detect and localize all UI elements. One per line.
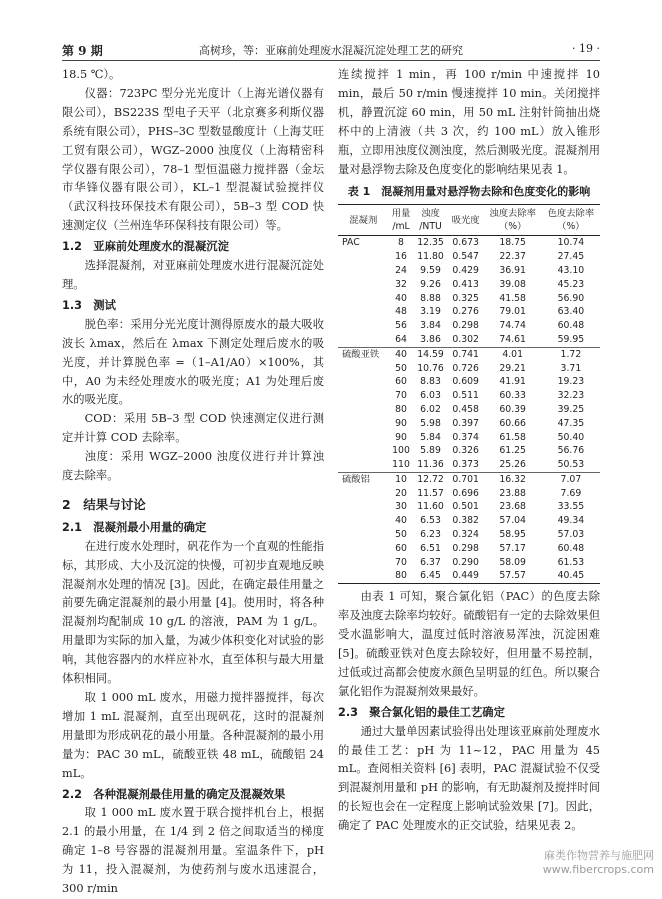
table-cell: 7.69: [560, 487, 582, 499]
table-cell: 20: [395, 487, 407, 499]
table-cell: 32: [395, 278, 407, 290]
table-header-cell: 吸光度: [448, 205, 484, 236]
table-cell: 6.53: [420, 515, 441, 527]
table-row: [338, 444, 600, 458]
table-cell: 0.741: [448, 347, 484, 361]
table-cell: 0.458: [452, 403, 479, 415]
table-cell: 9.26: [420, 278, 441, 290]
table-cell: 110: [392, 459, 410, 471]
table-cell: 80: [389, 569, 414, 583]
table-cell: 0.290: [452, 556, 479, 568]
table-cell: 49.34: [557, 515, 585, 527]
table-cell: 6.02: [420, 403, 441, 415]
table-cell: 41.91: [499, 376, 526, 388]
table-row: [338, 292, 600, 306]
table-cell: 33.55: [557, 501, 585, 513]
table-cell: 61.53: [557, 556, 585, 568]
table-cell: 90: [395, 431, 407, 443]
table-cell: 60.66: [499, 417, 526, 429]
table-cell: 3.71: [560, 362, 582, 374]
table-cell: 90: [395, 417, 407, 429]
table-cell: 70: [395, 556, 407, 568]
table-header-row: [338, 205, 600, 236]
coagulant-cell: [338, 417, 389, 431]
watermark-url: www.fibercrops.com: [542, 863, 654, 876]
table-cell: 60.39: [499, 403, 526, 415]
table-cell: 32.23: [557, 390, 585, 402]
table-cell: 0.696: [452, 487, 479, 499]
table-cell: 70: [395, 390, 407, 402]
page-number: · 19 ·: [572, 42, 600, 55]
table-row: [338, 514, 600, 528]
table-cell: 0.374: [452, 431, 479, 443]
table-header-cell: 用量 /mL: [389, 205, 414, 236]
paragraph: 选择混凝剂，对亚麻前处理废水进行混凝沉淀处理。: [62, 259, 324, 291]
paragraph: 脱色率：采用分光光度计测得原废水的最大吸收波长 λmax，然后在 λmax 下测定处理后废水的吸光度，并计算脱色率 =（1–A1/A0）×100%，其中，A0 为未经处理废水的吸光度；A1 为处理后废水的吸光度。: [62, 317, 324, 407]
table-cell: 10: [389, 472, 414, 486]
header-rule: [62, 60, 600, 61]
table-cell: 10.76: [417, 362, 444, 374]
table-cell: 0.302: [452, 333, 479, 345]
coagulant-cell: [338, 403, 389, 417]
table-cell: 6.45: [413, 569, 447, 583]
table-1-caption: 表 1 混凝剂用量对悬浮物去除和色度变化的影响: [347, 185, 591, 199]
table-cell: 0.324: [452, 529, 479, 541]
section-1-3-heading: 1.3 测试: [62, 298, 116, 312]
table-cell: 60: [395, 542, 407, 554]
coagulant-cell: [338, 278, 389, 292]
table-row: [338, 569, 600, 583]
table-cell: 47.35: [557, 417, 585, 429]
table-row: [338, 542, 600, 556]
table-cell: 36.91: [499, 264, 526, 276]
table-row: [338, 487, 600, 501]
table-cell: 23.88: [499, 487, 526, 499]
table-cell: 74.74: [499, 320, 526, 332]
coagulant-cell: 硫酸铝: [338, 472, 389, 486]
coagulant-cell: [338, 389, 389, 403]
table-cell: 0.673: [452, 237, 479, 249]
table-1: [338, 204, 600, 584]
table-cell: 16: [395, 251, 407, 263]
table-cell: 58.95: [499, 529, 526, 541]
table-cell: 5.84: [420, 431, 441, 443]
table-cell: 11.80: [417, 251, 444, 263]
table-cell: 56.90: [557, 292, 585, 304]
table-cell: 29.21: [499, 362, 526, 374]
table-cell: 6.51: [420, 542, 441, 554]
coagulant-cell: [338, 458, 389, 472]
table-row: [338, 333, 600, 347]
coagulant-cell: [338, 487, 389, 501]
paragraph: 18.5 ℃）。: [62, 68, 121, 81]
section-2-3-heading: 2.3 聚合氯化铝的最佳工艺确定: [338, 705, 505, 719]
coagulant-cell: [338, 292, 389, 306]
running-title: 高树珍，等：亚麻前处理废水混凝沉淀处理工艺的研究: [199, 44, 463, 57]
table-cell: 63.40: [557, 306, 585, 318]
table-cell: 0.382: [452, 515, 479, 527]
table-cell: 22.37: [499, 251, 526, 263]
table-row: [338, 347, 600, 361]
table-row: [338, 472, 600, 486]
table-row: [338, 375, 600, 389]
table-row: [338, 319, 600, 333]
table-cell: 0.413: [452, 278, 479, 290]
paragraph: 连续搅拌 1 min，再 100 r/min 中速搅拌 10 min，最后 50 r/min 慢速搅拌 10 min。关闭搅拌机，静置沉淀 60 min，用 50 mL 注射针筒抽出烧杯中的上清液（共 3 次，约 100 mL）放入锥形瓶，立即用浊度仪测浊度，然后测吸光度。混凝剂用量对悬浮物去除及色度变化的影响结果见表 1。: [338, 68, 600, 176]
coagulant-cell: 硫酸亚铁: [338, 347, 389, 361]
table-cell: 58.09: [499, 556, 526, 568]
page-header: [0, 0, 662, 58]
paragraph: 取 1 000 mL 废水置于联合搅拌机台上，根据 2.1 的最小用量，在 1/4 到 2 倍之间取适当的梯度确定 1–8 号容器的混凝剂用量。室温条件下，pH 为 11，投入混凝剂，为使药剂与废水迅速混合，300 r/min: [62, 806, 324, 896]
table-cell: 64: [395, 333, 407, 345]
paragraph: 取 1 000 mL 废水，用磁力搅拌器搅拌，每次增加 1 mL 混凝剂，直至出现矾花，这时的混凝剂用量即为形成矾花的最小用量。各种混凝剂的最小用量为：PAC 30 mL，硫酸亚铁 48 mL，硫酸铝 24 mL。: [62, 691, 324, 780]
right-column: [338, 66, 600, 836]
table-cell: 6.37: [420, 556, 441, 568]
table-cell: 23.68: [499, 501, 526, 513]
table-cell: 0.325: [452, 292, 479, 304]
table-cell: 61.58: [499, 431, 526, 443]
table-cell: 18.75: [499, 237, 526, 249]
table-cell: 60.48: [557, 542, 585, 554]
table-cell: 56: [395, 320, 407, 332]
table-cell: 0.701: [448, 472, 484, 486]
table-row: [338, 362, 600, 376]
paragraph: 在进行废水处理时，矾花作为一个直观的性能指标，其形成、大小及沉淀的快慢，可初步直观地反映混凝剂水处理的情况 [3]。因此，在确定最佳用量之前要先确定混凝剂的最小用量 [4]。使用时，将各种混凝剂均配制成 10 g/L 的溶液，PAM 为 1 g/L。用量即为实际的加入量，为减少体积变化对试验的影响，其他容器内的水样应补水，直至体积与最大用量体积相同。: [62, 539, 324, 686]
coagulant-cell: [338, 250, 389, 264]
table-cell: 12.35: [417, 237, 444, 249]
table-cell: 48: [395, 306, 407, 318]
table-cell: 100: [392, 445, 410, 457]
table-row: [338, 236, 600, 250]
paragraph: 通过大量单因素试验得出处理该亚麻前处理废水的最佳工艺：pH 为 11~12，PAC 用量为 45 mL。查阅相关资料 [6] 表明，PAC 混凝试验不仅受到混凝剂用量和 pH 的影响，有无助凝剂及搅拌时间的长短也会在一定程度上影响试验效果 [7]。因此，确定了 PAC 处理废水的正交试验，结果见表 2。: [338, 724, 600, 833]
section-2-2-heading: 2.2 各种混凝剂最佳用量的确定及混凝效果: [62, 787, 286, 801]
coagulant-cell: [338, 264, 389, 278]
table-cell: 6.23: [420, 529, 441, 541]
table-cell: 50: [395, 529, 407, 541]
table-cell: 16.32: [484, 472, 542, 486]
table-row: [338, 305, 600, 319]
table-cell: 8: [398, 237, 404, 249]
table-cell: 57.04: [499, 515, 526, 527]
table-row: [338, 528, 600, 542]
coagulant-cell: [338, 305, 389, 319]
coagulant-cell: [338, 431, 389, 445]
table-cell: 40.45: [542, 569, 600, 583]
left-column: [62, 66, 324, 899]
coagulant-cell: [338, 500, 389, 514]
table-cell: 14.59: [413, 347, 447, 361]
table-row: [338, 431, 600, 445]
table-header-cell: 浊度 /NTU: [413, 205, 447, 236]
table-cell: 24: [395, 264, 407, 276]
table-cell: 0.326: [452, 445, 479, 457]
table-cell: 0.298: [452, 320, 479, 332]
table-cell: 57.57: [484, 569, 542, 583]
coagulant-cell: [338, 319, 389, 333]
coagulant-cell: [338, 333, 389, 347]
table-cell: 3.84: [420, 320, 441, 332]
table-row: [338, 250, 600, 264]
table-cell: 50: [395, 362, 407, 374]
table-row: [338, 389, 600, 403]
table-cell: 25.26: [499, 459, 526, 471]
table-cell: 9.59: [420, 264, 441, 276]
table-cell: 41.58: [499, 292, 526, 304]
table-cell: 40: [389, 347, 414, 361]
table-cell: 0.547: [452, 251, 479, 263]
table-cell: 4.01: [484, 347, 542, 361]
table-header-cell: 色度去除率 （%）: [542, 205, 600, 236]
table-cell: 27.45: [557, 251, 585, 263]
table-cell: 39.08: [499, 278, 526, 290]
table-cell: 59.95: [557, 333, 585, 345]
issue-number: 第 9 期: [62, 44, 103, 58]
table-cell: 0.276: [452, 306, 479, 318]
table-cell: 74.61: [499, 333, 526, 345]
table-row: [338, 458, 600, 472]
table-cell: 5.98: [420, 417, 441, 429]
coagulant-cell: [338, 528, 389, 542]
table-cell: 30: [395, 501, 407, 513]
table-cell: 57.17: [499, 542, 526, 554]
table-header-cell: 浊度去除率 （%）: [484, 205, 542, 236]
table-cell: 11.36: [417, 459, 444, 471]
table-cell: 0.511: [452, 390, 479, 402]
coagulant-cell: PAC: [342, 237, 360, 249]
table-cell: 40: [395, 515, 407, 527]
table-cell: 50.40: [557, 431, 585, 443]
watermark-name: 麻类作物营养与施肥网: [544, 849, 654, 862]
section-2-1-heading: 2.1 混凝剂最小用量的确定: [62, 520, 207, 534]
paragraph: COD：采用 5B–3 型 COD 快速测定仪进行测定并计算 COD 去除率。: [62, 412, 324, 445]
coagulant-cell: [338, 514, 389, 528]
table-cell: 0.397: [452, 417, 479, 429]
table-cell: 7.07: [542, 472, 600, 486]
table-cell: 60.33: [499, 390, 526, 402]
table-row: [338, 500, 600, 514]
table-row: [338, 403, 600, 417]
table-cell: 0.298: [452, 542, 479, 554]
table-cell: 39.25: [557, 403, 585, 415]
table-header-cell: 混凝剂: [338, 205, 389, 236]
coagulant-cell: [338, 542, 389, 556]
table-cell: 57.03: [557, 529, 585, 541]
coagulant-cell: [338, 362, 389, 376]
table-row: [338, 417, 600, 431]
table-row: [338, 264, 600, 278]
table-cell: 40: [395, 292, 407, 304]
paragraph: 由表 1 可知，聚合氯化铝（PAC）的色度去除率及浊度去除率均较好。硫酸铝有一定的去除效果但受水温影响大，温度过低时溶液易浑浊，沉淀困难 [5]。硫酸亚铁对色度去除较好，但用量不易控制，过低或过高都会使废水颜色呈明显的红色。所以聚合氯化铝作为混凝剂效果最好。: [338, 590, 600, 698]
table-cell: 1.72: [542, 347, 600, 361]
table-row: [338, 556, 600, 570]
table-row: [338, 278, 600, 292]
table-cell: 0.609: [452, 376, 479, 388]
table-cell: 11.57: [417, 487, 444, 499]
table-cell: 45.23: [557, 278, 585, 290]
site-watermark: [543, 849, 654, 877]
table-cell: 56.76: [557, 445, 585, 457]
table-cell: 60.48: [557, 320, 585, 332]
table-cell: 79.01: [499, 306, 526, 318]
table-cell: 0.429: [452, 264, 479, 276]
table-cell: 80: [395, 403, 407, 415]
table-cell: 10.74: [557, 237, 585, 249]
table-cell: 6.03: [420, 390, 441, 402]
table-cell: 60: [395, 376, 407, 388]
coagulant-cell: [338, 375, 389, 389]
paragraph: 浊度：采用 WGZ–2000 浊度仪进行并计算浊度去除率。: [62, 450, 324, 483]
table-cell: 12.72: [413, 472, 447, 486]
table-cell: 43.10: [557, 264, 585, 276]
table-cell: 5.89: [420, 445, 441, 457]
table-cell: 19.23: [557, 376, 585, 388]
instruments-paragraph: 仪器：723PC 型分光光度计（上海光谱仪器有限公司），BS223S 型电子天平（北京赛多利斯仪器系统有限公司），PHS–3C 型数显酸度计（上海艾旺工贸有限公司），WGZ–2000 浊度仪（上海精密科学仪器有限公司），78–1 型恒温磁力搅拌器（金坛市华锋仪器有限公司），KL–1 型混凝试验搅拌仪（武汉科技环保技术有限公司），5B–3 型 COD 快速测定仪（兰州连华环保科技有限公司）等。: [62, 86, 324, 233]
table-cell: 61.25: [499, 445, 526, 457]
table-cell: 0.726: [452, 362, 479, 374]
coagulant-cell: [338, 444, 389, 458]
table-cell: 8.83: [420, 376, 441, 388]
table-cell: 0.373: [452, 459, 479, 471]
table-cell: 3.86: [420, 333, 441, 345]
table-cell: 0.449: [448, 569, 484, 583]
table-cell: 0.501: [452, 501, 479, 513]
coagulant-cell: [338, 569, 389, 583]
section-2-heading: 2 结果与讨论: [62, 496, 146, 512]
table-body: [338, 236, 600, 584]
table-cell: 50.53: [557, 459, 585, 471]
table-cell: 3.19: [420, 306, 441, 318]
section-1-2-heading: 1.2 亚麻前处理废水的混凝沉淀: [62, 240, 229, 254]
table-cell: 11.60: [417, 501, 444, 513]
coagulant-cell: [338, 556, 389, 570]
table-cell: 8.88: [420, 292, 441, 304]
